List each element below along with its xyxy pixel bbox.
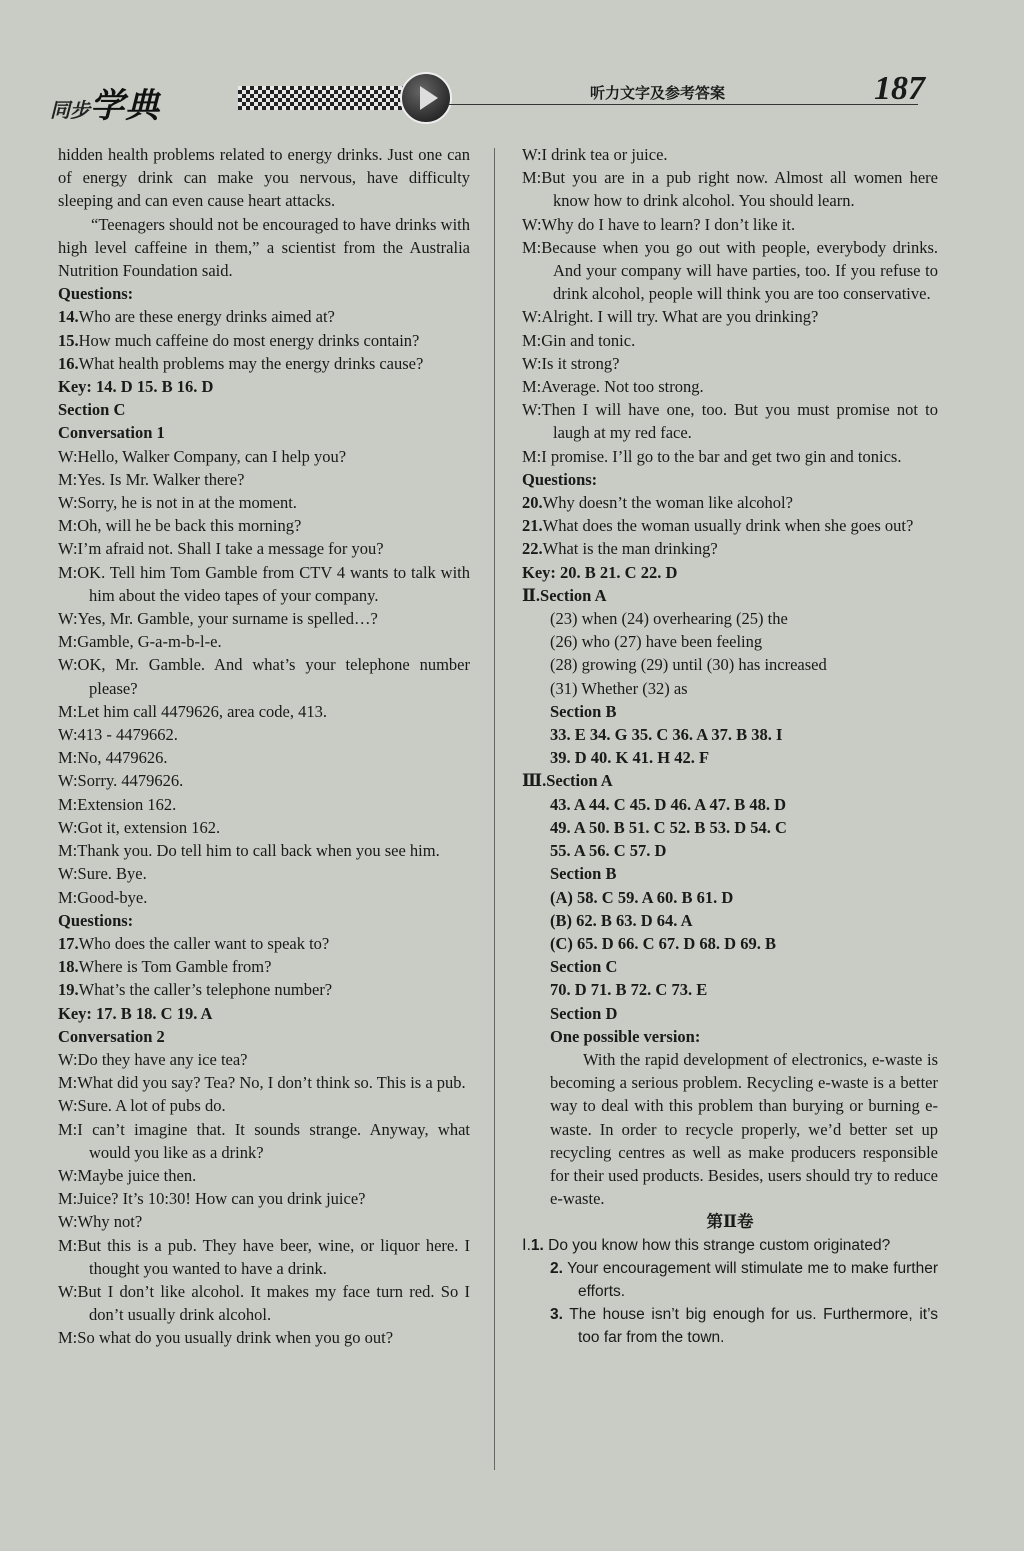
section-heading: Section B xyxy=(550,701,617,721)
conversation-heading: Conversation 1 xyxy=(58,423,165,443)
dialogue-line: M:So what do you usually drink when you go out? xyxy=(58,1328,394,1348)
part-iii-section-a-heading: Ⅲ.Section A xyxy=(522,771,613,791)
question-17: 17.Who does the caller want to speak to? xyxy=(58,933,330,953)
dialogue-line: W:Sure. Bye. xyxy=(58,864,147,884)
dialogue-line: W:Alright. I will try. What are you drinking? xyxy=(522,307,819,327)
questions-heading: Questions: xyxy=(58,284,134,304)
part-ii-section-a-heading: Ⅱ.Section A xyxy=(522,585,607,605)
dialogue-line: M:Good-bye. xyxy=(58,887,148,907)
play-icon xyxy=(400,72,452,124)
dialogue-line: M:What did you say? Tea? No, I don’t think so. This is a pub. xyxy=(58,1073,466,1093)
header-rule xyxy=(448,104,918,105)
dialogue-line: M:Average. Not too strong. xyxy=(522,377,704,397)
conversation-heading: Conversation 2 xyxy=(58,1026,165,1046)
dialogue-line: M:No, 4479626. xyxy=(58,748,168,768)
section-heading: Section B xyxy=(550,864,617,884)
dialogue-line: W:Hello, Walker Company, can I help you? xyxy=(58,446,347,466)
right-column xyxy=(522,143,938,1350)
answer-line: 33. E 34. G 35. C 36. A 37. B 38. I xyxy=(550,725,783,745)
answer-line: (26) who (27) have been feeling xyxy=(550,632,763,652)
question-18: 18.Where is Tom Gamble from? xyxy=(58,957,272,977)
dialogue-line: M:OK. Tell him Tom Gamble from CTV 4 wants to talk with him about the video tapes of your company. xyxy=(58,562,470,605)
paragraph: hidden health problems related to energy drinks. Just one can of energy drink can make you nervous, have difficulty sleeping and can even cause heart attacks. xyxy=(58,145,470,211)
answer-line: 49. A 50. B 51. C 52. B 53. D 54. C xyxy=(550,817,787,837)
answer-key: Key: 14. D 15. B 16. D xyxy=(58,377,214,397)
answer-line: (C) 65. D 66. C 67. D 68. D 69. B xyxy=(550,933,776,953)
dialogue-line: W:I drink tea or juice. xyxy=(522,145,668,164)
dialogue-line: W:Sorry, he is not in at the moment. xyxy=(58,493,297,513)
column-divider xyxy=(494,148,495,1470)
dialogue-line: W:Sure. A lot of pubs do. xyxy=(58,1096,226,1116)
question-19: 19.What’s the caller’s telephone number? xyxy=(58,980,333,1000)
dialogue-line: W:Then I will have one, too. But you must promise not to laugh at my red face. xyxy=(522,400,938,443)
answer-line: 43. A 44. C 45. D 46. A 47. B 48. D xyxy=(550,794,787,814)
dialogue-line: M:Gamble, G-a-m-b-l-e. xyxy=(58,632,222,652)
section-heading: Section C xyxy=(550,957,618,977)
dialogue-line: M:Because when you go out with people, everybody drinks. And your company will have parties, too. If you refuse to drink alcohol, people will think you are too conservative. xyxy=(522,237,938,304)
question-15: 15.How much caffeine do most energy drinks contain? xyxy=(58,330,420,350)
dialogue-line: M:Let him call 4479626, area code, 413. xyxy=(58,701,327,721)
answer-key: Key: 17. B 18. C 19. A xyxy=(58,1003,213,1023)
dialogue-line: W:Yes, Mr. Gamble, your surname is spelled…? xyxy=(58,609,378,629)
answer-line: (23) when (24) overhearing (25) the xyxy=(550,609,788,629)
dialogue-line: M:I promise. I’ll go to the bar and get two gin and tonics. xyxy=(522,446,902,466)
dialogue-line: W:Do they have any ice tea? xyxy=(58,1049,248,1069)
page-number: 187 xyxy=(874,70,925,107)
dialogue-line: M:But you are in a pub right now. Almost all women here know how to drink alcohol. You should learn. xyxy=(522,168,938,211)
dialogue-line: W:Got it, extension 162. xyxy=(58,817,221,837)
dialogue-line: W:Sorry. 4479626. xyxy=(58,771,184,791)
answer-line: 70. D 71. B 72. C 73. E xyxy=(550,980,708,1000)
translation-2: 2. Your encouragement will stimulate me to make further efforts. xyxy=(550,1259,938,1300)
dialogue-line: M:Juice? It’s 10:30! How can you drink juice? xyxy=(58,1189,366,1209)
dialogue-line: M:But this is a pub. They have beer, wine, or liquor here. I thought you wanted to have a drink. xyxy=(58,1235,470,1278)
question-22: 22.What is the man drinking? xyxy=(522,539,718,559)
question-14: 14.Who are these energy drinks aimed at? xyxy=(58,307,335,327)
page-header xyxy=(38,68,938,126)
questions-heading: Questions: xyxy=(522,469,598,489)
dialogue-line: W:I’m afraid not. Shall I take a message for you? xyxy=(58,539,384,559)
logo-big-text: 学典 xyxy=(90,86,160,126)
paragraph: “Teenagers should not be encouraged to have drinks with high level caffeine in them,” a scientist from the Australia Nutrition Foundation said. xyxy=(58,214,470,281)
answer-line: 39. D 40. K 41. H 42. F xyxy=(550,748,710,768)
dialogue-line: W:But I don’t like alcohol. It makes my face turn red. So I don’t usually drink alcohol. xyxy=(58,1281,470,1325)
answer-line: (28) growing (29) until (30) has increased xyxy=(550,655,827,675)
dialogue-line: W:Why do I have to learn? I don’t like it. xyxy=(522,214,796,234)
answer-line: 55. A 56. C 57. D xyxy=(550,841,667,861)
questions-heading: Questions: xyxy=(58,910,134,930)
header-title: 听力文字及参考答案 xyxy=(590,84,726,102)
dialogue-line: M:I can’t imagine that. It sounds strange. Anyway, what would you like as a drink? xyxy=(58,1119,470,1162)
answer-line: (A) 58. C 59. A 60. B 61. D xyxy=(550,887,734,907)
dialogue-line: W:413 - 4479662. xyxy=(58,725,178,745)
volume-heading: 第Ⅱ卷 xyxy=(706,1212,754,1232)
dialogue-line: W:OK, Mr. Gamble. And what’s your telephone number please? xyxy=(58,655,470,698)
essay-paragraph: With the rapid development of electronics, e-waste is becoming a serious problem. Recycling e-waste is a better way to deal with this problem than burying or burning e-waste. In order to recycle properly, we’d better set up recycling centres as well as make producers responsible for their used products. Besides, users should try to reduce e-waste. xyxy=(550,1049,938,1209)
translation-1: Ⅰ.1. Do you know how this strange custom originated? xyxy=(522,1236,891,1254)
dialogue-line: M:Oh, will he be back this morning? xyxy=(58,516,302,536)
question-16: 16.What health problems may the energy drinks cause? xyxy=(58,353,424,373)
dialogue-line: M:Thank you. Do tell him to call back when you see him. xyxy=(58,841,440,861)
dialogue-line: W:Maybe juice then. xyxy=(58,1165,197,1185)
answer-line: (31) Whether (32) as xyxy=(550,678,688,698)
question-20: 20.Why doesn’t the woman like alcohol? xyxy=(522,493,793,513)
logo-small-text: 同步 xyxy=(50,98,90,122)
question-21: 21.What does the woman usually drink when she goes out? xyxy=(522,516,914,536)
dialogue-line: M:Extension 162. xyxy=(58,794,177,814)
answer-key: Key: 20. B 21. C 22. D xyxy=(522,562,678,582)
answer-line: (B) 62. B 63. D 64. A xyxy=(550,910,693,930)
dialogue-line: W:Why not? xyxy=(58,1212,143,1232)
essay-heading: One possible version: xyxy=(550,1026,701,1046)
dialogue-line: W:Is it strong? xyxy=(522,353,620,373)
translation-3: 3. The house isn’t big enough for us. Furthermore, it’s too far from the town. xyxy=(550,1306,938,1347)
section-heading: Section C xyxy=(58,400,126,420)
left-column xyxy=(58,143,470,1350)
dialogue-line: M:Gin and tonic. xyxy=(522,330,636,350)
dialogue-line: M:Yes. Is Mr. Walker there? xyxy=(58,469,245,489)
book-logo xyxy=(50,78,160,127)
section-heading: Section D xyxy=(550,1003,618,1023)
